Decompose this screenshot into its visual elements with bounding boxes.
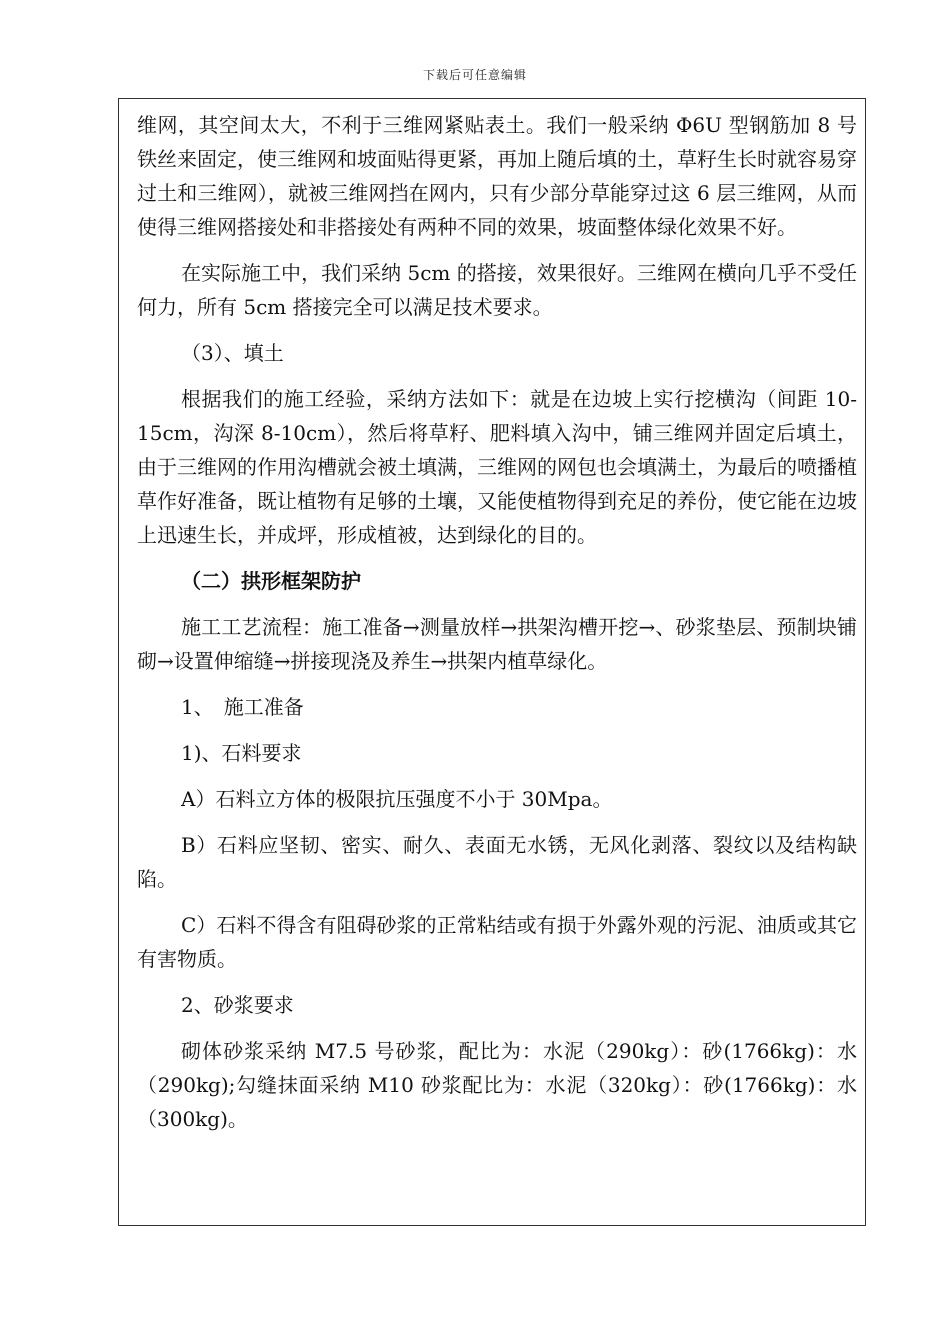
subheading-fill-soil: （3）、填土 <box>181 341 284 365</box>
paragraph-continuation: 维网，其空间太大，不利于三维网紧贴表土。我们一般采纳 Φ6U 型钢筋加 8 号铁丝来固定，使三维网和坡面贴得更紧，再加上随后填的土，草籽生长时就容易穿过土和三维网），就被三维网挡在网内，只有少部分草能穿过这 6 层三维网，从而使得三维网搭接处和非搭接处有两种不同的效果，坡面整体绿化效果不好。 <box>137 113 857 239</box>
subheading-stone-requirements: 1)、石料要求 <box>181 741 302 765</box>
paragraph-process-flow: 施工工艺流程：施工准备→测量放样→拱架沟槽开挖→、砂浆垫层、预制块铺砌→设置伸缩缝→拼接现浇及养生→拱架内植草绿化。 <box>137 615 857 673</box>
document-body <box>137 108 857 1136</box>
list-item-stone-c: C）石料不得含有阻碍砂浆的正常粘结或有损于外露外观的污泥、油质或其它有害物质。 <box>137 913 857 971</box>
paragraph-mortar-mix: 砌体砂浆采纳 M7.5 号砂浆，配比为：水泥（290kg）：砂(1766kg)：水（290kg);勾缝抹面采纳 M10 砂浆配比为：水泥（320kg）：砂(1766kg)：水（300kg)。 <box>137 1039 857 1131</box>
list-item-stone-a: A）石料立方体的极限抗压强度不小于 30Mpa。 <box>181 787 613 811</box>
section-heading-arch-frame: （二）拱形框架防护 <box>181 569 361 593</box>
paragraph-overlap: 在实际施工中，我们采纳 5cm 的搭接，效果很好。三维网在横向几乎不受任何力，所有 5cm 搭接完全可以满足技术要求。 <box>137 261 857 319</box>
paragraph-fill-soil: 根据我们的施工经验，采纳方法如下：就是在边坡上实行挖横沟（间距 10-15cm，沟深 8-10cm），然后将草籽、肥料填入沟中，铺三维网并固定后填土，由于三维网的作用沟槽就会被土填满，三维网的网包也会填满土，为最后的喷播植草作好准备，既让植物有足够的土壤，又能使植物得到充足的养份，使它能在边坡上迅速生长，并成坪，形成植被，达到绿化的目的。 <box>137 387 857 547</box>
page-header-note: 下载后可任意编辑 <box>422 68 527 82</box>
subheading-preparation: 1、 施工准备 <box>181 695 304 719</box>
list-item-stone-b: B）石料应坚韧、密实、耐久、表面无水锈，无风化剥落、裂纹以及结构缺陷。 <box>137 833 857 891</box>
subheading-mortar-requirements: 2、砂浆要求 <box>181 993 294 1017</box>
